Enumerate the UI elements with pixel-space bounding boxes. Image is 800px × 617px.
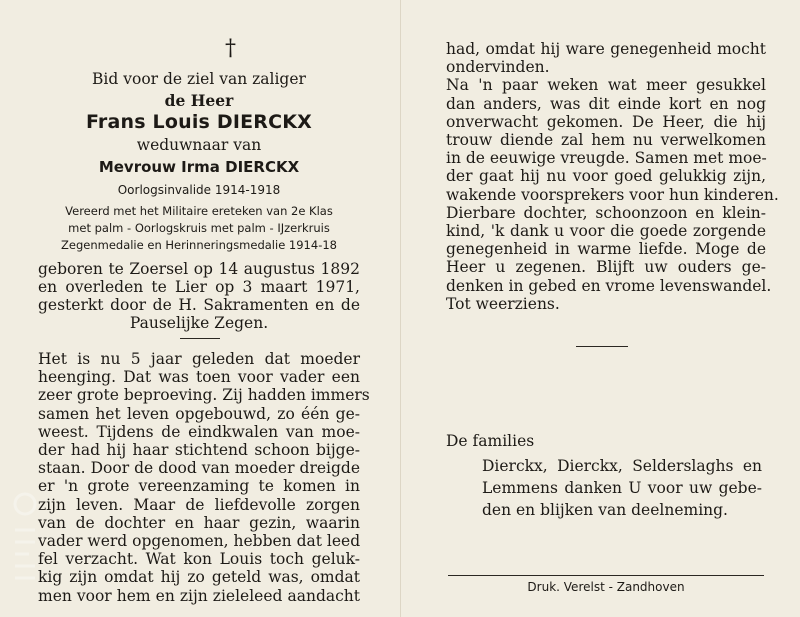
prayer-intro: Bid voor de ziel van zaliger [92, 70, 306, 88]
story-text-right [446, 40, 779, 313]
text-line: den en blijken van deelneming. [482, 501, 728, 519]
text-line: zijn leven. Maar de liefdevolle zorgen [38, 495, 360, 514]
text-line: staan. Door de dood van moeder dreigde [38, 459, 360, 478]
text-line: Dierckx, Dierckx, Selderslaghs en [482, 457, 762, 475]
text-line: heenging. Dat was toen voor vader een [38, 368, 360, 387]
text-line: en overleden te Lier op 3 maart 1971, [38, 278, 360, 296]
widower-line: weduwnaar van [136, 136, 262, 154]
text-line: kind, 'k dank u voor die goede zorgende [446, 222, 766, 241]
text-line: geboren te Zoersel op 14 augustus 1892 [38, 260, 360, 278]
text-line: dan anders, was dit einde kort en nog [446, 94, 766, 113]
text-line: zeer grote beproeving. Zij hadden immers [38, 386, 370, 405]
text-line: in de eeuwige vreugde. Samen met moe- [446, 149, 767, 168]
text-line: genegenheid in warme liefde. Moge de [446, 240, 766, 259]
honors-line: Zegenmedalie en Herinneringsmedalie 1914-18 [61, 238, 337, 252]
text-line: van de dochter en haar gezin, waarin [38, 513, 360, 532]
spouse-name: Mevrouw Irma DIERCKX [98, 158, 300, 176]
text-line: samen het leven opgebouwd, zo één ge- [38, 404, 360, 423]
text-line: onverwacht gekomen. De Heer, die hij [446, 112, 766, 131]
text-line: men voor hem en zijn zieleleed aandacht [38, 586, 360, 605]
footer-rule [448, 575, 764, 576]
title-heer: de Heer [164, 91, 234, 110]
text-line: fel verzacht. Wat kon Louis toch geluk- [38, 550, 360, 569]
text-line: Pauselijke Zegen. [129, 314, 269, 332]
text-line: ondervinden. [446, 58, 550, 77]
war-invalid-line: Oorlogsinvalide 1914-1918 [117, 183, 281, 197]
cross-icon: † [225, 36, 236, 61]
text-line: er 'n grote vereenzaming te komen in [38, 477, 360, 496]
honors-line: met palm - Oorlogskruis met palm - IJzerkruis [68, 221, 330, 235]
story-text-left [38, 350, 370, 605]
text-line: weest. Tijdens de eindkwalen van moe- [38, 422, 360, 441]
text-line: vader werd opgenomen, hebben dat leed [38, 532, 361, 551]
deceased-name: Frans Louis DIERCKX [85, 111, 313, 133]
text-line: Lemmens danken U voor uw gebe- [482, 479, 762, 497]
text-line: der gaat hij nu voor goed gelukkig zijn, [446, 167, 766, 186]
text-line: trouw diende zal hem nu verwelkomen [446, 131, 766, 150]
text-line: Heer u zegenen. Blijft uw ouders ge- [446, 258, 766, 277]
printer-credit: Druk. Verelst - Zandhoven [527, 580, 685, 594]
text-line: der had hij haar stichtend schoon bijge- [38, 441, 360, 460]
text-line: Na 'n paar weken wat meer gesukkel [446, 76, 766, 95]
families-label: De families [446, 432, 535, 450]
card-fold [400, 0, 401, 617]
text-line: Het is nu 5 jaar geleden dat moeder [38, 350, 360, 368]
divider [576, 346, 628, 347]
text-line: denken in gebed en vrome levenswandel. [446, 276, 772, 295]
text-line: Dierbare dochter, schoonzoon en klein- [446, 203, 766, 222]
honors-line: Vereerd met het Militaire ereteken van 2e Klas [65, 204, 333, 218]
families-thanks [482, 455, 762, 521]
text-line: kig zijn omdat hij zo geteld was, omdat [38, 568, 360, 587]
text-line: wakende voorsprekers voor hun kinderen. [446, 185, 779, 204]
divider [180, 338, 220, 339]
text-line: gesterkt door de H. Sakramenten en de [38, 296, 360, 314]
text-line: had, omdat hij ware genegenheid mocht [446, 40, 766, 58]
text-line: Tot weerziens. [446, 294, 560, 313]
birth-death-block [38, 260, 360, 332]
